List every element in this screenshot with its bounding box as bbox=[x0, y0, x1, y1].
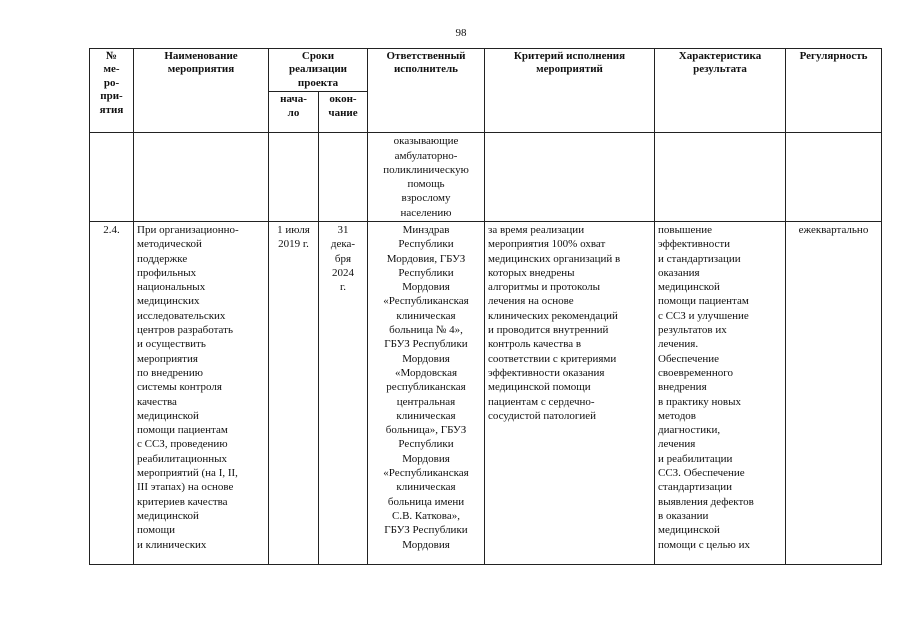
page-number: 98 bbox=[455, 27, 467, 39]
header-executor: Ответственный исполнитель bbox=[368, 49, 485, 133]
row-result bbox=[655, 133, 786, 222]
row-result: повышение эффективности и стандартизации оказания медицинской помощи пациентам с ССЗ и улучшение результатов их лечения. Обеспечение своевременного внедрения в практику новых методов диагностики, лечения и реабилитации ССЗ. Обеспечение стандартизации выявления дефектов в оказании медицинской помощи с целью их bbox=[655, 222, 786, 565]
header-row-1 bbox=[90, 49, 882, 92]
row-start: 1 июля 2019 г. bbox=[269, 222, 319, 565]
row-end bbox=[319, 133, 368, 222]
header-terms: Сроки реализации проекта bbox=[269, 49, 368, 92]
header-criterion: Критерий исполнения мероприятий bbox=[485, 49, 655, 133]
row-executor: оказывающие амбулаторно- поликлиническую помощь взрослому населению bbox=[368, 133, 485, 222]
row-start bbox=[269, 133, 319, 222]
header-number: № ме- ро- при- ятия bbox=[90, 49, 134, 133]
table-row bbox=[90, 133, 882, 222]
row-number: 2.4. bbox=[90, 222, 134, 565]
row-criterion bbox=[485, 133, 655, 222]
row-name bbox=[134, 133, 269, 222]
header-regularity: Регулярность bbox=[786, 49, 882, 133]
row-name: При организационно- методической поддержке профильных национальных медицинских исследовательских центров разработать и осуществить мероприятия по внедрению системы контроля качества медицинской помощи пациентам с ССЗ, проведению реабилитационных мероприятий (на I, II, III этапах) на основе критериев качества медицинской помощи и клинических bbox=[134, 222, 269, 565]
header-end: окон- чание bbox=[319, 92, 368, 133]
row-number bbox=[90, 133, 134, 222]
row-end: 31 дека- бря 2024 г. bbox=[319, 222, 368, 565]
header-start: нача- ло bbox=[269, 92, 319, 133]
row-criterion: за время реализации мероприятия 100% охват медицинских организаций в которых внедрены алгоритмы и протоколы лечения на основе клинических рекомендаций и проводится внутренний контроль качества в соответствии с критериями эффективности оказания медицинской помощи пациентам с сердечно- сосудистой патологией bbox=[485, 222, 655, 565]
row-executor: Минздрав Республики Мордовия, ГБУЗ Республики Мордовия «Республиканская клиническая больница № 4», ГБУЗ Республики Мордовия «Мордовская республиканская центральная клиническая больница», ГБУЗ Республики Мордовия «Республиканская клиническая больница имени С.В. Каткова», ГБУЗ Республики Мордовия bbox=[368, 222, 485, 565]
row-regularity: ежеквартально bbox=[786, 222, 882, 565]
row-regularity bbox=[786, 133, 882, 222]
header-result: Характеристика результата bbox=[655, 49, 786, 133]
activities-table bbox=[89, 48, 882, 565]
header-name: Наименование мероприятия bbox=[134, 49, 269, 133]
table-row bbox=[90, 222, 882, 565]
